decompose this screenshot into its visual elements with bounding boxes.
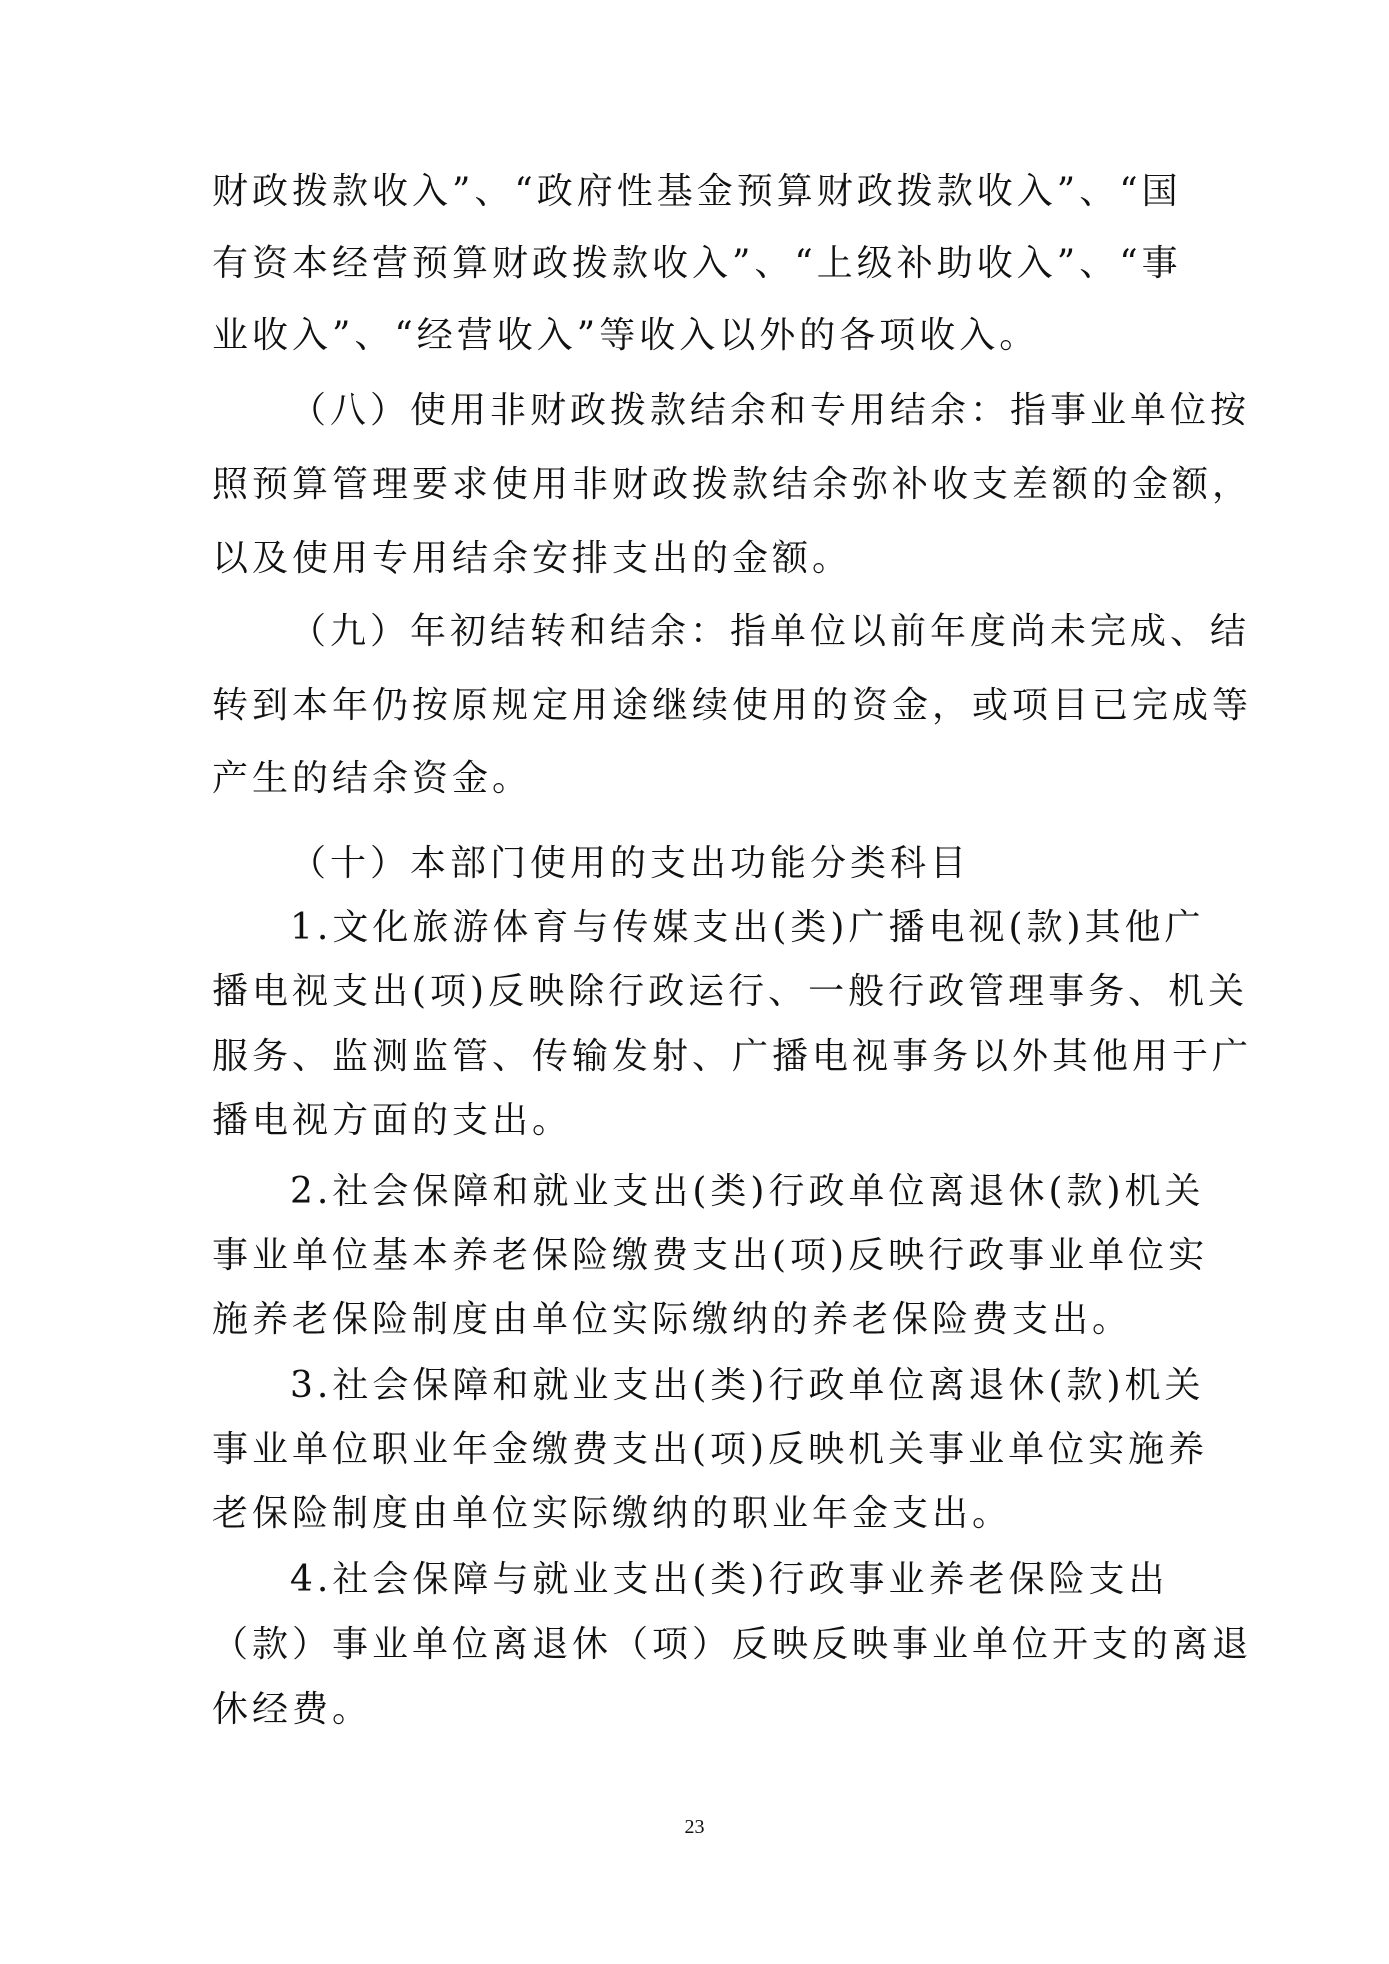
text-line: 转到本年仍按原规定用途继续使用的资金，或项目已完成等 [212,685,1253,726]
text-line: 播电视支出(项)反映除行政运行、一般行政管理事务、机关 [212,971,1249,1012]
text-line: （八）使用非财政拨款结余和专用结余：指事业单位按 [290,390,1251,431]
text-line: 事业单位职业年金缴费支出(项)反映机关事业单位实施养 [212,1429,1209,1470]
text-line: 有资本经营预算财政拨款收入”、“上级补助收入”、“事 [212,243,1182,284]
text-line: 4.社会保障与就业支出(类)行政事业养老保险支出 [290,1559,1169,1600]
text-line: 照预算管理要求使用非财政拨款结余弥补收支差额的金额， [212,464,1253,505]
text-line: 服务、监测监管、传输发射、广播电视事务以外其他用于广 [212,1036,1253,1077]
page-number: 23 [684,1816,705,1838]
text-line: 老保险制度由单位实际缴纳的职业年金支出。 [212,1493,1013,1534]
text-line: 播电视方面的支出。 [212,1100,573,1141]
text-line: 以及使用专用结余安排支出的金额。 [212,538,853,579]
text-line: 财政拨款收入”、“政府性基金预算财政拨款收入”、“国 [212,171,1182,212]
text-line: 产生的结余资金。 [212,758,533,799]
text-line: 1.文化旅游体育与传媒支出(类)广播电视(款)其他广 [290,907,1205,948]
text-line: （九）年初结转和结余：指单位以前年度尚未完成、结 [290,611,1251,652]
section-heading: （十）本部门使用的支出功能分类科目 [290,843,971,884]
text-line: 业收入”、“经营收入”等收入以外的各项收入。 [212,315,1040,356]
text-line: （款）事业单位离退休（项）反映反映事业单位开支的离退 [212,1624,1253,1665]
text-line: 事业单位基本养老保险缴费支出(项)反映行政事业单位实 [212,1235,1209,1276]
text-line: 休经费。 [212,1689,373,1730]
text-line: 2.社会保障和就业支出(类)行政单位离退休(款)机关 [290,1171,1205,1212]
text-line: 施养老保险制度由单位实际缴纳的养老保险费支出。 [212,1299,1133,1340]
text-line: 3.社会保障和就业支出(类)行政单位离退休(款)机关 [290,1365,1205,1406]
